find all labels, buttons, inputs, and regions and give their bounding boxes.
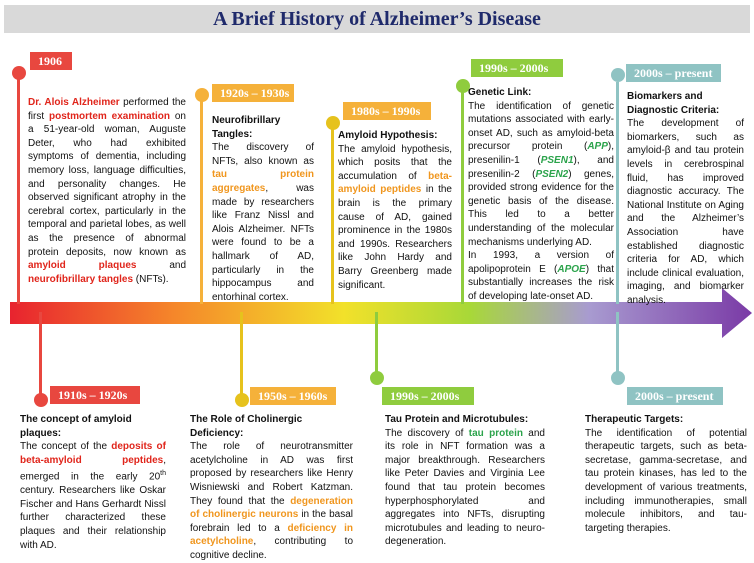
event-1910s-text <box>20 413 166 552</box>
cholinergic-degeneration-term: degeneration of cholinergic neurons <box>190 495 353 521</box>
timeline-connector-2000s-top <box>616 82 619 304</box>
event-1990s-top-heading: Genetic Link: <box>468 87 532 98</box>
period-label-1990s-bottom: 1990s – 2000s <box>382 387 474 405</box>
gene-app: APP <box>587 141 608 153</box>
event-1950s-heading: The Role of Cholinergic Deficiency: <box>190 414 303 439</box>
event-1950s-text <box>190 413 353 563</box>
postmortem-term: postmortem examination <box>48 110 170 122</box>
event-1980s-heading: Amyloid Hypothesis: <box>338 130 438 141</box>
text-run: and its role in NFT formation was a major breakthrough. Researchers like Peter Davies and Virginia Lee found that tau protein becomes hyperphosphorylated and aggregates into NFTs, disrupting microtubules and leading to neuro-degeneration. <box>385 427 545 548</box>
timeline-connector-1910s <box>39 312 42 400</box>
period-label-1910s: 1910s – 1920s <box>50 386 140 404</box>
title-bar <box>4 5 750 33</box>
timeline-connector-1950s <box>240 312 243 400</box>
text-run: The amyloid hypothesis, which posits that the accumulation of <box>338 143 452 182</box>
text-run: (NFTs). <box>133 273 169 285</box>
text-run: in the basal forebrain led to a <box>190 509 353 534</box>
text-run: The discovery of NFTs, also known as <box>212 142 314 167</box>
amyloid-plaques-term: amyloid plaques <box>28 260 137 272</box>
timeline-dot-1910s <box>34 393 48 407</box>
alzheimer-name: Dr. Alois Alzheimer <box>28 97 120 108</box>
text-run: , emerged in the early 20 <box>20 454 166 483</box>
text-run: ), and presenilin-2 ( <box>468 154 614 180</box>
timeline-connector-1990s-bottom <box>375 312 378 378</box>
tau-protein-term: tau protein <box>468 427 523 439</box>
text-run: ), presenilin-1 ( <box>468 141 614 166</box>
event-2000s-bottom-heading: Therapeutic Targets: <box>585 414 684 425</box>
text-run: in the brain is the primary cause of AD, gained prominence in the 1980s and 1990s. Researchers like John Hardy and Barry Greenberg made significant. <box>338 184 452 291</box>
text-run: century. Researchers like Oskar Fischer and Hans Gerhardt Nissl further characterized these plaques and their relationship with AD. <box>20 485 166 551</box>
timeline-dot-2000s-top <box>611 68 625 82</box>
event-2000s-bottom-text <box>585 413 747 535</box>
timeline-dot-1950s <box>235 393 249 407</box>
text-run: and <box>136 260 187 272</box>
beta-amyloid-deposits-term: deposits of beta-amyloid peptides <box>20 441 166 466</box>
timeline-dot-1906 <box>12 66 26 80</box>
text-run: The concept of the <box>20 441 112 453</box>
text-run: The role of neurotransmitter acetylcholine in AD was first proposed by researchers like Henry Wisniewski and Robert Katzman. They found that the <box>190 441 353 507</box>
timeline-connector-1980s <box>331 122 334 304</box>
event-2000s-top-text <box>627 90 744 308</box>
event-1990s-bottom-heading: Tau Protein and Microtubules: <box>385 414 529 425</box>
timeline-connector-2000s-bottom <box>616 312 619 376</box>
gene-apoe: APOE <box>557 263 586 275</box>
text-run: on a 51-year-old woman, Auguste Deter, who had exhibited symptoms of dementia, including memory loss, language difficulties, and personality changes. He observed significant atrophy in the cerebral cortex, particularly in the temporal and parietal lobes, as well as the presence of abnormal protein deposits, now known as <box>28 110 186 258</box>
timeline-connector-1906 <box>17 72 20 304</box>
tau-aggregates-term: tau protein aggregates <box>212 169 314 194</box>
timeline-dot-1920s <box>195 88 209 102</box>
timeline-connector-1920s <box>200 96 203 304</box>
period-label-1950s: 1950s – 1960s <box>250 387 336 405</box>
event-1910s-heading: The concept of amyloid plaques: <box>20 414 132 439</box>
event-1980s-text <box>338 129 452 292</box>
text-run: In 1993, a version of apolipoprotein E ( <box>468 250 614 275</box>
event-1990s-top-text <box>468 86 614 304</box>
text-run: ) genes, provided strong evidence for the genetic basis of the disease. This led to a better understanding of the molecular mechanisms underlying AD. <box>468 168 614 248</box>
event-1920s-heading: Neurofibrillary Tangles: <box>212 115 281 140</box>
page-title: A Brief History of Alzheimer’s Disease <box>213 8 541 30</box>
period-label-2000s-top: 2000s – present <box>626 64 721 82</box>
timeline-dot-2000s-bottom <box>611 371 625 385</box>
period-label-1906: 1906 <box>30 52 72 70</box>
text-run: The identification of genetic mutations associated with early-onset AD, such as amyloid-beta precursor protein ( <box>468 100 614 153</box>
beta-amyloid-term: beta-amyloid peptides <box>338 170 452 196</box>
period-label-1980s: 1980s – 1990s <box>343 102 431 120</box>
period-label-1990s-top: 1990s – 2000s <box>471 59 563 77</box>
period-label-1920s: 1920s – 1930s <box>212 84 294 102</box>
gene-psen1: PSEN1 <box>540 154 574 166</box>
acetylcholine-deficiency-term: deficiency in acetylcholine <box>190 522 354 548</box>
nft-term: neurofibrillary tangles <box>28 273 134 285</box>
event-1920s-text <box>212 114 314 304</box>
event-1906-text <box>28 96 186 286</box>
timeline-dot-1990s-bottom <box>370 371 384 385</box>
gene-psen2: PSEN2 <box>535 168 569 180</box>
text-run: , was made by researchers like Franz Nissl and Alois Alzheimer. NFTs were found to be a hallmark of AD, particularly in the hippocampus and entorhinal cortex. <box>212 182 314 303</box>
text-run: ) that substantially increases the risk of developing late-onset AD. <box>468 263 614 302</box>
period-label-2000s-bottom: 2000s – present <box>627 387 723 405</box>
event-1990s-bottom-text <box>385 413 545 549</box>
event-2000s-top-heading: Biomarkers and Diagnostic Criteria: <box>627 91 720 116</box>
text-run: The development of biomarkers, such as amyloid-β and tau protein levels in cerebrospinal fluid, has improved diagnostic accuracy. The National Institute on Aging and the Alzheimer’s Association have established diagnostic criteria for AD, which include clinical evaluation, imaging, and biomarker analysis. <box>627 118 744 306</box>
text-run: The discovery of <box>385 427 469 439</box>
text-run: , contributing to cognitive decline. <box>190 536 353 561</box>
timeline-connector-1990s-top <box>461 92 464 304</box>
timeline-dot-1980s <box>326 116 340 130</box>
superscript: th <box>160 470 166 478</box>
text-run: performed the first <box>28 97 186 122</box>
text-run: The identification of potential therapeutic targets, such as beta-secretase, gamma-secretase, and tau protein kinases, has led to the development of various treatments, including immunotherapies, small molecule inhibitors, and tau-targeting therapies. <box>585 427 747 534</box>
